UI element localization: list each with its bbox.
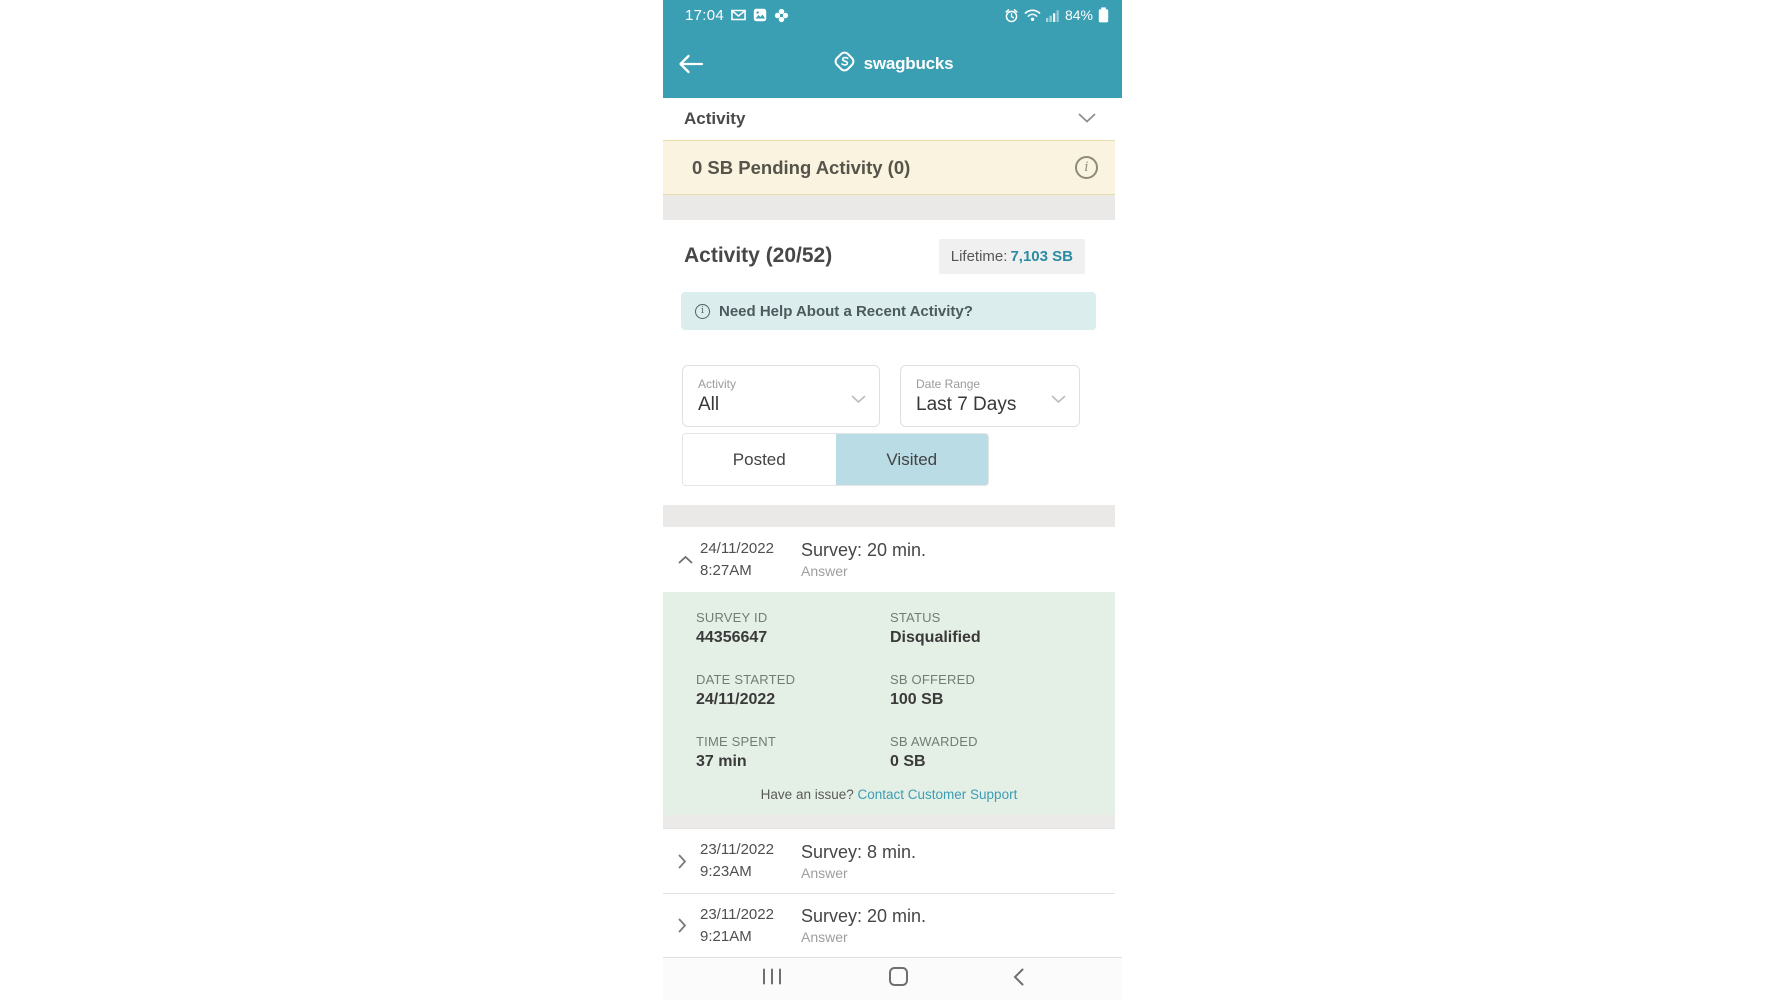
status-bar: [663, 0, 1122, 30]
recents-icon: [761, 968, 783, 990]
field-label: DATE STARTED: [696, 672, 796, 687]
activity-filter-label: Activity: [698, 377, 737, 391]
date-range-filter-label: Date Range: [916, 377, 981, 391]
help-banner-label: Need Help About a Recent Activity?: [719, 302, 973, 320]
activity-description: [801, 842, 916, 881]
activity-list-item[interactable]: [663, 527, 1115, 592]
detail-field: [890, 734, 1115, 771]
image-icon: [753, 8, 767, 22]
date-range-filter-value: Last 7 Days: [916, 394, 1017, 415]
activity-subtitle: Answer: [801, 864, 848, 881]
app-header: [663, 30, 1122, 98]
chevron-right-icon: [678, 918, 700, 933]
home-icon: [888, 966, 909, 992]
activity-datetime: [700, 904, 801, 948]
contact-support-link[interactable]: Contact Customer Support: [857, 787, 1018, 802]
activity-time: 8:27AM: [700, 561, 752, 579]
status-bar-right: [1004, 7, 1109, 23]
recent-activity-help-banner[interactable]: [681, 292, 1096, 330]
activity-date: 24/11/2022: [700, 539, 774, 557]
field-label: STATUS: [890, 610, 941, 625]
swagbucks-logo: [832, 49, 954, 79]
activity-datetime: [700, 839, 801, 883]
activity-filter-value: All: [698, 394, 720, 415]
chevron-down-icon: [851, 391, 866, 409]
pending-activity-banner: [663, 140, 1115, 195]
lifetime-sb-badge: [939, 239, 1085, 274]
issue-help-line: [696, 787, 1082, 802]
field-value: 0 SB: [890, 753, 926, 770]
field-label: SB AWARDED: [890, 734, 978, 749]
field-value: 24/11/2022: [696, 691, 776, 708]
pending-activity-label: 0 SB Pending Activity (0): [692, 156, 911, 178]
field-value: 37 min: [696, 753, 747, 770]
wifi-icon: [1024, 8, 1041, 22]
posted-visited-toggle: [682, 433, 989, 486]
activity-title: Survey: 20 min.: [801, 540, 927, 560]
field-value: Disqualified: [890, 629, 981, 646]
detail-field: [890, 610, 1115, 647]
back-icon: [1013, 968, 1024, 991]
gmail-icon: [731, 9, 746, 21]
brand-wordmark: swagbucks: [863, 54, 954, 73]
activity-subtitle: Answer: [801, 563, 848, 579]
activity-section-toggle[interactable]: [663, 98, 1115, 140]
spacer: [663, 486, 1115, 505]
battery-percent: 84%: [1064, 7, 1093, 23]
chevron-down-icon: [1078, 110, 1096, 128]
back-button-nav[interactable]: [1013, 968, 1024, 991]
tab-posted[interactable]: Posted: [683, 434, 836, 485]
detail-field: [890, 672, 1115, 709]
back-button[interactable]: [677, 54, 707, 78]
activity-time: 9:21AM: [700, 927, 752, 945]
activity-title: Survey: 8 min.: [801, 841, 917, 862]
pinwheel-icon: [774, 8, 789, 23]
activity-subtitle: Answer: [801, 929, 848, 945]
activity-filter-select[interactable]: [682, 365, 880, 427]
detail-field: [696, 672, 890, 709]
field-value: 44356647: [696, 629, 768, 646]
section-divider: [663, 505, 1115, 527]
alarm-icon: [1004, 8, 1019, 23]
status-bar-left: [685, 7, 789, 24]
field-value: 100 SB: [890, 691, 944, 708]
recents-button[interactable]: [761, 968, 783, 990]
activity-description: [801, 540, 926, 579]
activity-date: 23/11/2022: [700, 841, 774, 859]
field-label: TIME SPENT: [696, 734, 777, 749]
phone-screen: [663, 0, 1122, 1000]
lifetime-value: 7,103 SB: [1010, 247, 1073, 265]
tab-visited[interactable]: Visited: [836, 434, 989, 485]
filter-row: [682, 365, 1115, 427]
field-label: SURVEY ID: [696, 610, 768, 625]
detail-field: [696, 734, 890, 771]
battery-icon: [1098, 7, 1109, 23]
content-scroll-area[interactable]: [663, 98, 1115, 957]
section-divider: [663, 195, 1115, 220]
home-button[interactable]: [888, 966, 909, 992]
field-label: SB OFFERED: [890, 672, 976, 687]
activity-datetime: [700, 538, 801, 582]
survey-detail-grid: [696, 610, 1115, 771]
activity-description: [801, 906, 926, 945]
activity-title: Survey: 20 min.: [801, 906, 927, 926]
detail-field: [696, 610, 890, 647]
chevron-up-icon: [678, 555, 700, 564]
swagbucks-logo-icon: [832, 49, 857, 79]
activity-section-label: Activity: [684, 109, 746, 128]
activity-list-item[interactable]: [663, 828, 1115, 893]
activity-list-item[interactable]: [663, 893, 1115, 957]
section-divider: [663, 815, 1115, 828]
info-icon[interactable]: i: [1075, 156, 1098, 179]
signal-icon: [1046, 9, 1060, 22]
clock: 17:04: [685, 6, 725, 24]
android-nav-bar: [663, 957, 1122, 1000]
issue-prompt: Have an issue?: [760, 787, 854, 802]
activity-count-title: Activity (20/52): [684, 244, 833, 267]
lifetime-label: Lifetime:: [950, 247, 1008, 265]
activity-summary: [663, 220, 1115, 292]
help-info-icon: i: [695, 304, 710, 319]
back-arrow-icon: [677, 54, 704, 79]
chevron-down-icon: [1051, 391, 1066, 409]
activity-time: 9:23AM: [700, 863, 752, 880]
activity-date: 23/11/2022: [700, 905, 774, 923]
chevron-right-icon: [678, 854, 700, 869]
date-range-filter-select[interactable]: [900, 365, 1080, 427]
survey-detail-panel: [663, 592, 1115, 815]
